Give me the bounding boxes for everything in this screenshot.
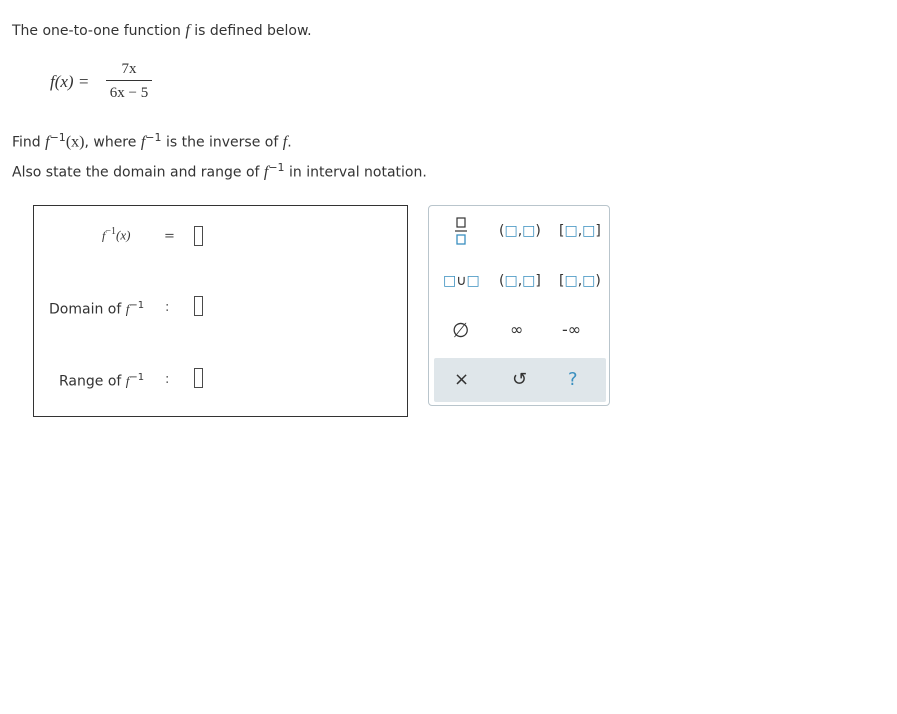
- fraction-denominator: 6x − 5: [109, 85, 149, 101]
- also-fn: f: [263, 163, 269, 181]
- inverse-fn-2: f: [140, 133, 146, 151]
- find-where: , where: [84, 134, 141, 151]
- domain-answer-input[interactable]: [194, 296, 203, 316]
- fraction-numerator: 7x: [121, 61, 137, 77]
- half-open-right-button[interactable]: [□,□): [559, 273, 601, 289]
- find-instruction: [12, 130, 292, 151]
- range-label: Range of $f^{-1}$: [59, 372, 145, 390]
- inverse-arg: (x): [65, 133, 85, 151]
- function-fraction: [106, 60, 152, 102]
- half-open-left-button[interactable]: (□,□]: [499, 273, 541, 289]
- open-interval-button[interactable]: (□,□): [499, 223, 541, 239]
- inverse-answer-input[interactable]: [194, 226, 203, 246]
- problem-intro: [12, 23, 312, 39]
- also-sup: −1: [268, 161, 285, 174]
- inverse-sup: −1: [49, 131, 66, 144]
- fraction-button[interactable]: [452, 216, 470, 250]
- math-palette: [428, 205, 610, 406]
- also-suffix: in interval notation.: [284, 164, 427, 181]
- domain-label: Domain of $f^{-1}$: [49, 300, 145, 318]
- intro-text: The one-to-one function: [12, 23, 186, 39]
- domain-colon: :: [165, 300, 170, 315]
- undo-icon[interactable]: ↺: [512, 369, 528, 390]
- fraction-bar: [106, 80, 152, 81]
- function-lhs: f(x) =: [50, 72, 90, 91]
- fraction-icon: [454, 216, 468, 246]
- infinity-button[interactable]: ∞: [510, 320, 524, 339]
- find-text: Find: [12, 134, 46, 151]
- answer-panel: [33, 205, 408, 417]
- inverse-sup-2: −1: [145, 131, 162, 144]
- inverse-fn: f: [45, 133, 50, 151]
- closed-interval-button[interactable]: [□,□]: [559, 223, 601, 239]
- palette-actions: [434, 358, 606, 402]
- inverse-equals: =: [164, 229, 175, 244]
- range-colon: :: [165, 372, 170, 387]
- inverse-answer-label: $f^{-1}(x)$: [102, 226, 131, 243]
- original-fn: f: [282, 133, 288, 151]
- find-end: .: [287, 134, 292, 151]
- negative-infinity-button[interactable]: -∞: [562, 320, 582, 339]
- help-icon[interactable]: ?: [568, 369, 578, 390]
- intro-text-end: is defined below.: [189, 23, 312, 39]
- empty-set-button[interactable]: ∅: [452, 318, 470, 342]
- domain-range-instruction: [12, 160, 427, 181]
- find-suffix: is the inverse of: [161, 134, 283, 151]
- range-answer-input[interactable]: [194, 368, 203, 388]
- intro-function-name: f: [185, 22, 190, 39]
- also-text: Also state the domain and range of: [12, 164, 264, 181]
- clear-icon[interactable]: ×: [454, 369, 470, 390]
- union-button[interactable]: □∪□: [443, 273, 480, 289]
